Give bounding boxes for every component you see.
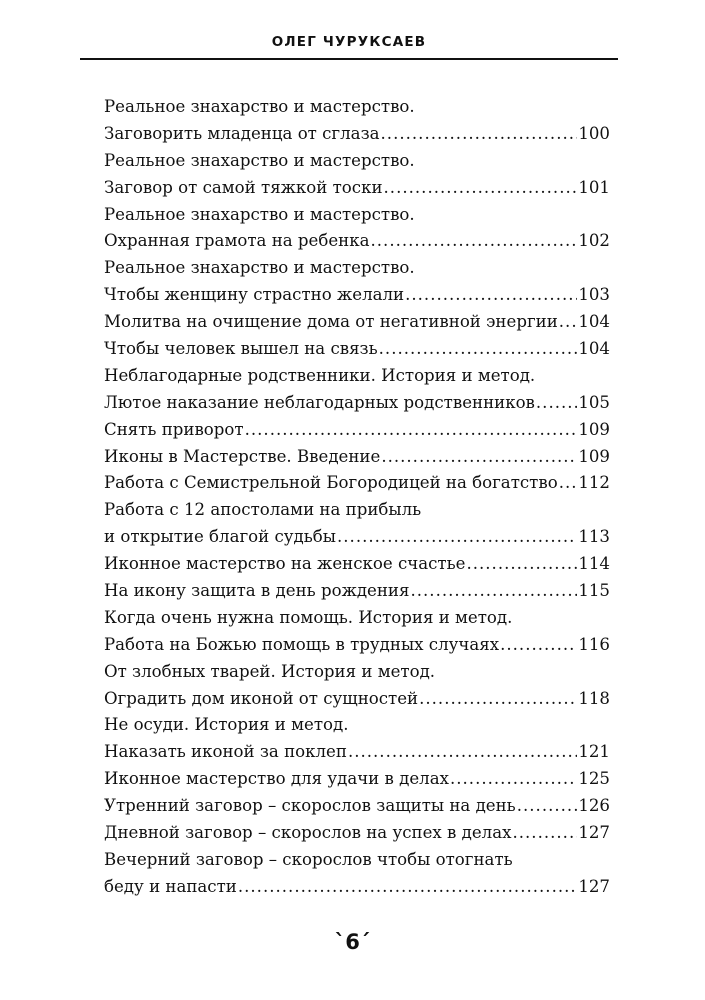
toc-entry-title: Иконное мастерство для удачи в делах bbox=[104, 769, 449, 789]
toc-entry-page: 100 bbox=[578, 123, 610, 143]
toc-leader-dots bbox=[559, 309, 578, 336]
toc-leader-dots bbox=[337, 524, 577, 551]
toc-entry bbox=[104, 686, 610, 713]
toc-entry-title: Вечерний заговор – скорослов чтобы отогнать bbox=[104, 849, 513, 869]
toc-entry-page: 109 bbox=[578, 419, 610, 439]
toc-entry bbox=[104, 121, 610, 148]
toc-entry-title: Лютое наказание неблагодарных родственников bbox=[104, 392, 535, 412]
toc-entry-title: Молитва на очищение дома от негативной энергии bbox=[104, 312, 558, 332]
toc-entry-page: 121 bbox=[578, 742, 610, 762]
toc-entry-page: 125 bbox=[578, 769, 610, 789]
toc-entry bbox=[104, 766, 610, 793]
toc-leader-dots bbox=[384, 175, 578, 202]
toc-entry-title: Наказать иконой за поклеп bbox=[104, 742, 347, 762]
toc-entry bbox=[104, 336, 610, 363]
toc-entry-title: беду и напасти bbox=[104, 876, 237, 896]
toc-leader-dots bbox=[381, 121, 578, 148]
toc-entry-page: 102 bbox=[578, 231, 610, 251]
toc-entry bbox=[104, 148, 610, 175]
running-header-author: ОЛЕГ ЧУРУКСАЕВ bbox=[271, 34, 427, 50]
toc-leader-dots bbox=[410, 578, 577, 605]
toc-entry-page: 109 bbox=[578, 446, 610, 466]
toc-leader-dots bbox=[379, 336, 578, 363]
toc-entry-title: и открытие благой судьбы bbox=[104, 527, 336, 547]
toc-entry bbox=[104, 202, 610, 229]
toc-entry-title: Иконное мастерство на женское счастье bbox=[104, 554, 466, 574]
toc-entry-title: Реальное знахарство и мастерство. bbox=[104, 97, 415, 116]
toc-entry-page: 115 bbox=[578, 581, 610, 601]
toc-entry-title: Работа на Божью помощь в трудных случаях bbox=[104, 634, 500, 654]
toc-entry-page: 127 bbox=[578, 876, 610, 896]
toc-entry bbox=[104, 551, 610, 578]
toc-entry-title: Реальное знахарство и мастерство. bbox=[104, 204, 415, 224]
toc-entry-page: 113 bbox=[578, 527, 610, 547]
toc-entry-title: Охранная грамота на ребенка bbox=[104, 231, 370, 251]
toc-leader-dots bbox=[419, 686, 577, 713]
toc-entry-title: Реальное знахарство и мастерство. bbox=[104, 150, 415, 170]
toc-leader-dots bbox=[371, 228, 578, 255]
toc-leader-dots bbox=[348, 739, 577, 766]
toc-entry bbox=[104, 874, 610, 901]
toc-entry-page: 126 bbox=[578, 796, 610, 816]
toc-entry bbox=[104, 659, 610, 686]
toc-entry-page: 112 bbox=[578, 473, 610, 493]
toc-entry-title: Не осуди. История и метод. bbox=[104, 715, 349, 735]
page-number: `6´ bbox=[334, 930, 371, 954]
toc-entry-title: Заговор от самой тяжкой тоски bbox=[104, 177, 383, 197]
header-rule bbox=[80, 58, 618, 60]
toc-entry bbox=[104, 255, 610, 282]
toc-entry bbox=[104, 739, 610, 766]
toc-entry-page: 101 bbox=[578, 177, 610, 197]
toc-leader-dots bbox=[405, 282, 577, 309]
toc-entry-title: Дневной заговор – скорослов на успех в делах bbox=[104, 823, 512, 843]
toc-leader-dots bbox=[238, 874, 577, 901]
toc-leader-dots bbox=[517, 793, 578, 820]
toc-entry-title: Оградить дом иконой от сущностей bbox=[104, 688, 419, 708]
toc-entry bbox=[104, 175, 610, 202]
toc-entry bbox=[104, 847, 610, 874]
toc-leader-dots bbox=[381, 444, 577, 471]
toc-entry bbox=[104, 417, 610, 444]
toc-entry-title: На икону защита в день рождения bbox=[104, 581, 410, 601]
toc-entry bbox=[104, 820, 610, 847]
toc-entry bbox=[104, 632, 610, 659]
toc-leader-dots bbox=[512, 820, 577, 847]
toc-entry-page: 103 bbox=[578, 285, 610, 305]
toc-leader-dots bbox=[245, 417, 578, 444]
toc-entry bbox=[104, 390, 610, 417]
toc-entry bbox=[104, 94, 610, 121]
toc-entry-title: Заговорить младенца от сглаза bbox=[104, 123, 380, 143]
toc-entry-title: Иконы в Мастерстве. Введение bbox=[104, 446, 381, 466]
toc-entry-page: 127 bbox=[578, 823, 610, 843]
toc-entry-page: 104 bbox=[578, 312, 610, 332]
toc-entry bbox=[104, 524, 610, 551]
toc-entry bbox=[104, 605, 610, 632]
toc-entry-title: Работа с 12 апостолами на прибыль bbox=[104, 500, 422, 520]
toc-entry-title: Работа с Семистрельной Богородицей на богатство bbox=[104, 473, 558, 493]
toc-entry-title: Когда очень нужна помощь. История и метод. bbox=[104, 607, 513, 627]
table-of-contents bbox=[104, 94, 610, 901]
toc-entry-title: От злобных тварей. История и метод. bbox=[104, 661, 436, 681]
toc-entry-title: Реальное знахарство и мастерство. bbox=[104, 258, 415, 278]
toc-entry-title: Снять приворот bbox=[104, 419, 244, 439]
toc-entry-page: 114 bbox=[578, 554, 610, 574]
toc-entry bbox=[104, 712, 610, 739]
toc-entry-title: Утренний заговор – скорослов защиты на день bbox=[104, 796, 516, 816]
toc-leader-dots bbox=[559, 470, 578, 497]
toc-entry-title: Неблагодарные родственники. История и метод. bbox=[104, 365, 536, 385]
toc-entry-page: 105 bbox=[578, 392, 610, 412]
toc-entry bbox=[104, 309, 610, 336]
toc-entry-page: 116 bbox=[578, 634, 610, 654]
toc-entry bbox=[104, 444, 610, 471]
toc-entry-title: Чтобы человек вышел на связь bbox=[104, 339, 378, 359]
toc-entry bbox=[104, 793, 610, 820]
toc-entry bbox=[104, 497, 610, 524]
toc-leader-dots bbox=[500, 632, 577, 659]
toc-leader-dots bbox=[536, 390, 577, 417]
toc-leader-dots bbox=[466, 551, 577, 578]
toc-entry-title: Чтобы женщину страстно желали bbox=[104, 285, 405, 305]
toc-entry bbox=[104, 282, 610, 309]
toc-entry-page: 118 bbox=[578, 688, 610, 708]
toc-leader-dots bbox=[450, 766, 577, 793]
toc-entry-page: 104 bbox=[578, 339, 610, 359]
toc-entry bbox=[104, 228, 610, 255]
toc-entry bbox=[104, 363, 610, 390]
toc-entry bbox=[104, 578, 610, 605]
toc-entry bbox=[104, 470, 610, 497]
